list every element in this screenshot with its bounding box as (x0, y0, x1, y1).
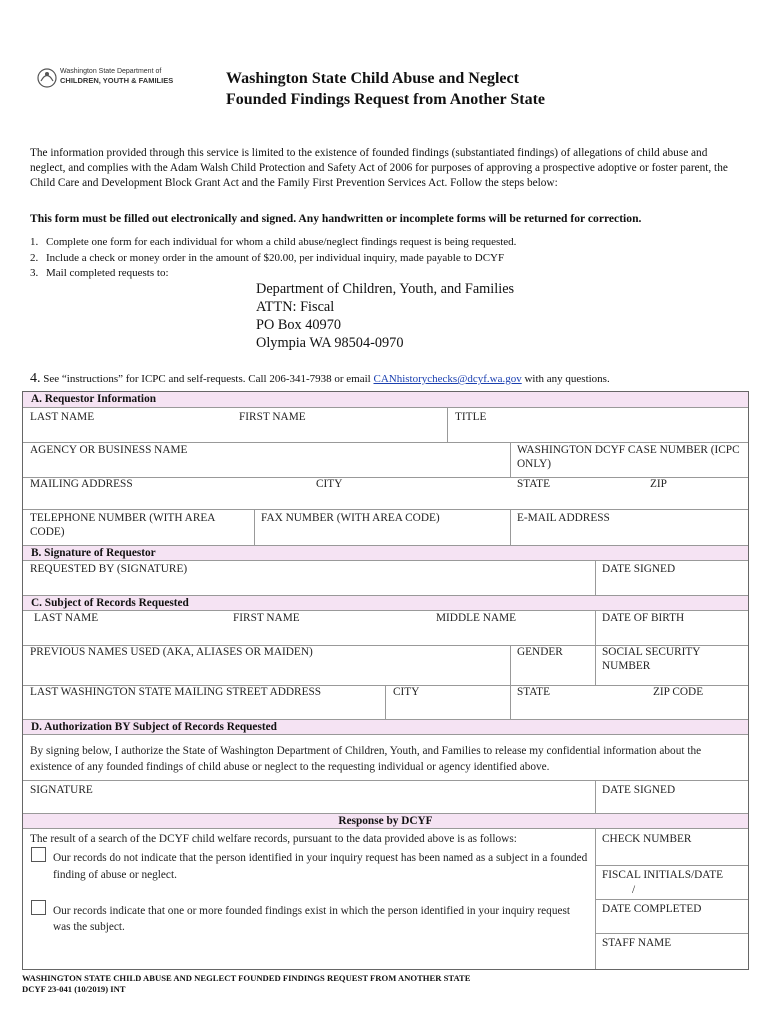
subject-signature-field[interactable]: SIGNATURE (30, 784, 93, 796)
last-wa-address-field[interactable]: LAST WASHINGTON STATE MAILING STREET ADDRESS (30, 686, 322, 698)
subject-city-field[interactable]: CITY (393, 686, 420, 698)
section-a-heading: A. Requestor Information (23, 392, 748, 408)
subject-zip-field[interactable]: ZIP CODE (653, 686, 704, 698)
step-2 (30, 251, 516, 267)
email-field[interactable]: E-MAIL ADDRESS (517, 512, 610, 524)
step-num: 1. (30, 236, 39, 248)
dcyf-case-number-field[interactable]: WASHINGTON DCYF CASE NUMBER (ICPC ONLY) (517, 444, 740, 470)
step-text: See “instructions” for ICPC and self-requests. Call 206-341-7938 or email (40, 373, 374, 385)
ssn-field[interactable]: SOCIAL SECURITY NUMBER (602, 646, 701, 672)
step-text: Include a check or money order in the amount of $20.00, per individual inquiry, made payable to DCYF (46, 251, 505, 264)
address-line: Department of Children, Youth, and Families (256, 281, 515, 297)
step-num: 2. (30, 251, 39, 264)
gender-field[interactable]: GENDER (517, 646, 563, 658)
address-line: Olympia WA 98504-0970 (256, 335, 404, 351)
fax-field[interactable]: FAX NUMBER (WITH AREA CODE) (261, 512, 440, 524)
subject-date-signed-field[interactable]: DATE SIGNED (602, 784, 676, 796)
email-link[interactable]: CANhistorychecks@dcyf.wa.gov (373, 373, 522, 385)
section-b-heading: B. Signature of Requestor (23, 545, 748, 561)
subject-first-name-field[interactable]: FIRST NAME (233, 612, 300, 624)
footer-line1: WASHINGTON STATE CHILD ABUSE AND NEGLECT FOUNDED FINDINGS REQUEST FROM ANOTHER STATE (22, 973, 471, 983)
findings-exist-checkbox[interactable] (31, 900, 46, 915)
steps-list (30, 235, 516, 282)
no-findings-text: Our records do not indicate that the person identified in your inquiry request has been named as a subject in a founded finding of abuse or neglect. (53, 852, 588, 881)
mailing-address-field[interactable]: MAILING ADDRESS (30, 478, 133, 490)
footer-line2: DCYF 23-041 (10/2019) INT (22, 984, 126, 994)
request-form (22, 391, 749, 970)
telephone-field[interactable]: TELEPHONE NUMBER (WITH AREA CODE) (30, 512, 215, 538)
mail-address (256, 280, 514, 352)
date-of-birth-field[interactable]: DATE OF BIRTH (602, 612, 685, 624)
step-num: 3. (30, 267, 39, 279)
agency-name-field[interactable]: AGENCY OR BUSINESS NAME (30, 444, 188, 456)
step-4 (30, 371, 610, 387)
subject-last-name-field[interactable]: LAST NAME (34, 612, 99, 624)
title-line2: Founded Findings Request from Another State (226, 91, 545, 108)
fiscal-initials-field[interactable]: FISCAL INITIALS/DATE (602, 869, 724, 881)
step-text: Mail completed requests to: (46, 267, 169, 279)
requested-by-signature-field[interactable]: REQUESTED BY (SIGNATURE) (30, 563, 188, 575)
title-line1: Washington State Child Abuse and Neglect (226, 70, 519, 87)
check-number-field[interactable]: CHECK NUMBER (602, 833, 692, 845)
city-field[interactable]: CITY (316, 478, 343, 490)
bold-note: This form must be filled out electronically and signed. Any handwritten or incomplete forms will be returned for correction. (30, 212, 642, 225)
staff-name-field[interactable]: STAFF NAME (602, 937, 672, 949)
address-line: PO Box 40970 (256, 317, 341, 333)
requestor-last-name-field[interactable]: LAST NAME (30, 411, 95, 423)
findings-exist-text: Our records indicate that one or more founded findings exist in which the person identified in your inquiry request was the subject. (53, 905, 571, 933)
zip-field[interactable]: ZIP (650, 478, 667, 490)
fiscal-slash: / (632, 884, 636, 896)
step-text-after: with any questions. (521, 373, 610, 385)
section-d-heading: D. Authorization BY Subject of Records Requested (23, 719, 748, 735)
requestor-title-field[interactable]: TITLE (455, 411, 487, 423)
date-completed-field[interactable]: DATE COMPLETED (602, 903, 702, 915)
logo-line1: Washington State Department of (60, 68, 162, 75)
state-field[interactable]: STATE (517, 478, 550, 490)
logo-line2: CHILDREN, YOUTH & FAMILIES (60, 76, 174, 85)
response-intro: The result of a search of the DCYF child welfare records, pursuant to the data provided above is as follows: (30, 833, 517, 845)
step-num: 4. (30, 371, 41, 386)
no-findings-checkbox[interactable] (31, 847, 46, 862)
authorization-text: By signing below, I authorize the State of Washington Department of Children, Youth, and Families to release my confidential information about the existence of any founded findings of child abuse or neglect to the requesting individual or agency identified above. (30, 745, 702, 773)
subject-state-field[interactable]: STATE (517, 686, 550, 698)
previous-names-field[interactable]: PREVIOUS NAMES USED (AKA, ALIASES OR MAIDEN) (30, 646, 313, 658)
intro-paragraph: The information provided through this service is limited to the existence of founded findings (substantiated findings) of allegations of child abuse and neglect, and complies with the Adam Walsh Child Protection and Safety Act of 2006 for purposes of approving a prospective adoptive or foster parent, the Child Care and Development Block Grant Act and the Family First Prevention Services Act. Follow the steps below: (30, 147, 728, 189)
requestor-first-name-field[interactable]: FIRST NAME (239, 411, 306, 423)
address-line: ATTN: Fiscal (256, 299, 335, 315)
requestor-date-signed-field[interactable]: DATE SIGNED (602, 563, 676, 575)
step-1 (30, 235, 516, 251)
form-footer (22, 973, 470, 995)
page-title (226, 68, 545, 110)
response-heading: Response by DCYF (23, 813, 748, 829)
subject-middle-name-field[interactable]: MIDDLE NAME (436, 612, 517, 624)
step-text: Complete one form for each individual for whom a child abuse/neglect findings request is being requested. (46, 236, 517, 248)
section-c-heading: C. Subject of Records Requested (23, 595, 748, 611)
